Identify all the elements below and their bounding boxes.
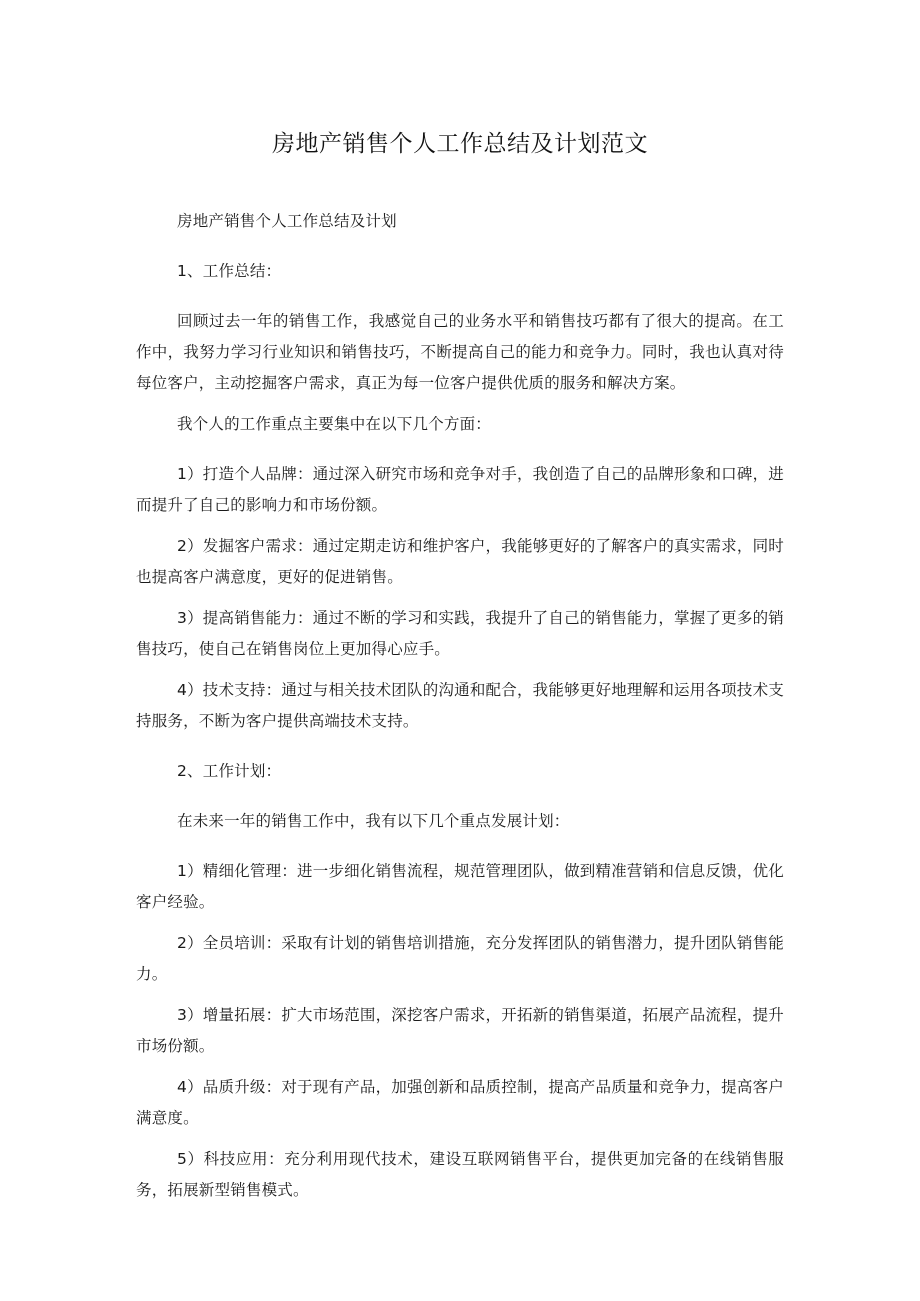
section-1-item: 1）打造个人品牌：通过深入研究市场和竞争对手，我创造了自己的品牌形象和口碑，进而提升了自己的影响力和市场份额。 <box>136 465 784 514</box>
section-2-intro: 在未来一年的销售工作中，我有以下几个重点发展计划： <box>177 812 570 830</box>
document-subtitle: 房地产销售个人工作总结及计划 <box>177 212 397 230</box>
section-1-focus-intro: 我个人的工作重点主要集中在以下几个方面： <box>177 415 492 433</box>
section-2-item: 3）增量拓展：扩大市场范围，深挖客户需求，开拓新的销售渠道，拓展产品流程，提升市场份额。 <box>136 1006 784 1055</box>
section-1-item: 3）提高销售能力：通过不断的学习和实践，我提升了自己的销售能力，掌握了更多的销售技巧，使自己在销售岗位上更加得心应手。 <box>136 609 784 658</box>
section-2-item: 5）科技应用：充分利用现代技术，建设互联网销售平台，提供更加完备的在线销售服务，拓展新型销售模式。 <box>136 1150 784 1199</box>
section-1-item: 4）技术支持：通过与相关技术团队的沟通和配合，我能够更好地理解和运用各项技术支持服务，不断为客户提供高端技术支持。 <box>136 681 784 730</box>
document-body <box>136 206 784 1206</box>
section-2-item: 4）品质升级：对于现有产品，加强创新和品质控制，提高产品质量和竞争力，提高客户满意度。 <box>136 1078 784 1127</box>
section-2-item: 1）精细化管理：进一步细化销售流程，规范管理团队，做到精准营销和信息反馈，优化客户经验。 <box>136 862 784 911</box>
section-2-heading: 2、工作计划： <box>177 762 282 780</box>
section-2-item: 2）全员培训：采取有计划的销售培训措施，充分发挥团队的销售潜力，提升团队销售能力。 <box>136 934 784 983</box>
section-1-intro: 回顾过去一年的销售工作，我感觉自己的业务水平和销售技巧都有了很大的提高。在工作中，我努力学习行业知识和销售技巧，不断提高自己的能力和竞争力。同时，我也认真对待每位客户，主动挖掘客户需求，真正为每一位客户提供优质的服务和解决方案。 <box>136 312 784 392</box>
section-1-heading: 1、工作总结： <box>177 262 282 280</box>
page-title: 房地产销售个人工作总结及计划范文 <box>272 131 648 157</box>
section-1-item: 2）发掘客户需求：通过定期走访和维护客户，我能够更好的了解客户的真实需求，同时也提高客户满意度，更好的促进销售。 <box>136 537 784 586</box>
